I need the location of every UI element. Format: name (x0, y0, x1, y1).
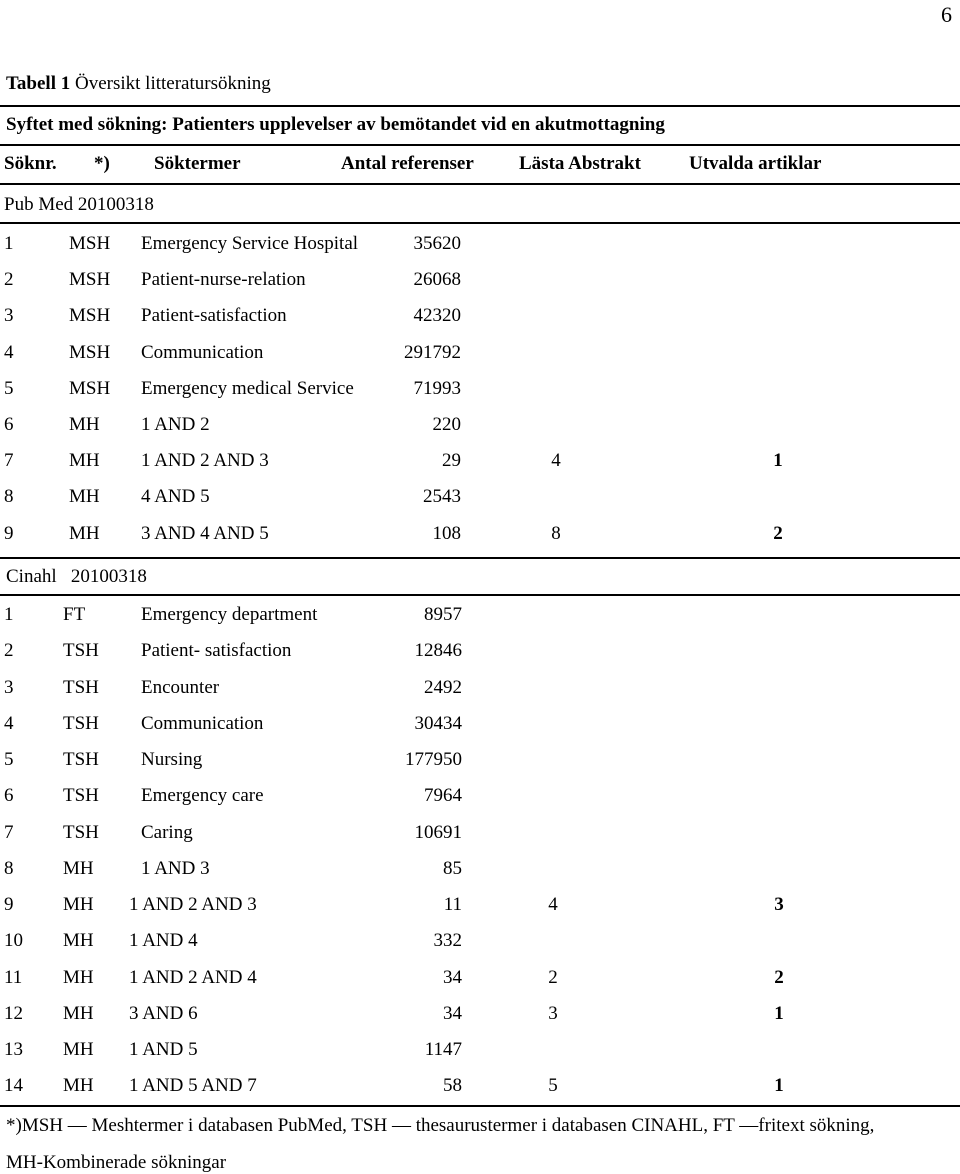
section-title-pubmed: Pub Med 20100318 (4, 194, 154, 215)
row-reference-count: 7964 (424, 785, 462, 806)
footnote-line-2: MH-Kombinerade sökningar (6, 1152, 227, 1173)
row-search-term: 4 AND 5 (141, 486, 210, 507)
row-type: TSH (63, 640, 99, 661)
row-type: MSH (69, 342, 111, 363)
row-search-term: Nursing (141, 749, 203, 770)
page-number: 6 (941, 2, 952, 27)
row-number: 11 (4, 967, 23, 988)
row-search-term: Communication (141, 342, 264, 363)
row-read-abstracts: 3 (548, 1003, 558, 1024)
row-number: 2 (4, 640, 14, 661)
table-caption (6, 74, 271, 93)
row-reference-count: 12846 (414, 640, 462, 661)
row-type: MH (63, 858, 94, 879)
row-selected-articles: 1 (773, 450, 783, 471)
row-number: 3 (4, 677, 14, 698)
row-type: MH (63, 1039, 94, 1060)
row-type: TSH (63, 822, 99, 843)
row-number: 4 (4, 342, 14, 363)
row-reference-count: 26068 (413, 269, 461, 290)
section-title-cinahl: Cinahl 20100318 (6, 566, 147, 587)
row-reference-count: 8957 (424, 604, 462, 625)
row-type: TSH (63, 713, 99, 734)
row-reference-count: 71993 (413, 378, 461, 399)
row-number: 3 (4, 305, 14, 326)
row-search-term: Emergency care (141, 785, 264, 806)
rule-section-end-pubmed (0, 557, 960, 559)
row-search-term: 1 AND 2 AND 3 (141, 450, 269, 471)
row-number: 1 (4, 233, 14, 254)
row-number: 6 (4, 785, 14, 806)
row-reference-count: 30434 (414, 713, 462, 734)
row-number: 8 (4, 858, 14, 879)
row-selected-articles: 2 (773, 523, 783, 544)
rule-section-cinahl (0, 594, 960, 596)
row-reference-count: 291792 (404, 342, 461, 363)
row-search-term: 1 AND 2 AND 3 (129, 894, 257, 915)
row-search-term: 3 AND 6 (129, 1003, 198, 1024)
row-type: MSH (69, 233, 111, 254)
search-purpose: Syftet med sökning: Patienters upplevelser av bemötandet vid en akutmottagning (6, 114, 665, 135)
row-selected-articles: 2 (774, 967, 784, 988)
row-reference-count: 2492 (424, 677, 462, 698)
table-caption-label: Tabell 1 (6, 73, 71, 94)
row-type: FT (63, 604, 86, 625)
row-reference-count: 10691 (414, 822, 462, 843)
row-number: 7 (4, 822, 14, 843)
table-caption-text: Översikt litteratursökning (75, 73, 271, 94)
header-nr: Söknr. (4, 153, 57, 174)
row-read-abstracts: 8 (551, 523, 561, 544)
row-type: TSH (63, 677, 99, 698)
row-search-term: Patient-satisfaction (141, 305, 287, 326)
row-search-term: 1 AND 2 (141, 414, 210, 435)
row-search-term: Patient-nurse-relation (141, 269, 306, 290)
row-number: 7 (4, 450, 14, 471)
row-reference-count: 42320 (413, 305, 461, 326)
row-type: MH (69, 486, 100, 507)
row-read-abstracts: 4 (548, 894, 558, 915)
row-search-term: Encounter (141, 677, 220, 698)
row-number: 10 (4, 930, 23, 951)
row-number: 4 (4, 713, 14, 734)
rule-top (0, 105, 960, 107)
row-search-term: Patient- satisfaction (141, 640, 292, 661)
row-type: MH (63, 930, 94, 951)
row-read-abstracts: 2 (548, 967, 558, 988)
row-search-term: 1 AND 5 AND 7 (129, 1075, 257, 1096)
row-search-term: Caring (141, 822, 193, 843)
row-type: MH (69, 523, 100, 544)
row-reference-count: 34 (443, 1003, 462, 1024)
row-type: MSH (69, 269, 111, 290)
row-type: MH (63, 894, 94, 915)
row-selected-articles: 1 (774, 1075, 784, 1096)
row-read-abstracts: 5 (548, 1075, 558, 1096)
row-type: MH (63, 1075, 94, 1096)
row-reference-count: 35620 (413, 233, 461, 254)
footnote-line-1: *)MSH — Meshtermer i databasen PubMed, TSH — thesaurustermer i databasen CINAHL, FT —fritext sökning, (6, 1115, 875, 1136)
rule-bottom (0, 1105, 960, 1107)
header-refs: Antal referenser (341, 153, 474, 174)
row-read-abstracts: 4 (551, 450, 561, 471)
row-reference-count: 177950 (405, 749, 462, 770)
row-reference-count: 2543 (423, 486, 461, 507)
row-reference-count: 58 (443, 1075, 462, 1096)
row-reference-count: 108 (432, 523, 461, 544)
row-number: 5 (4, 378, 14, 399)
header-selected: Utvalda artiklar (689, 153, 822, 174)
row-type: MH (69, 450, 100, 471)
row-type: MH (69, 414, 100, 435)
row-type: TSH (63, 785, 99, 806)
row-number: 13 (4, 1039, 23, 1060)
header-type: *) (94, 153, 110, 174)
row-reference-count: 332 (433, 930, 462, 951)
row-search-term: 1 AND 2 AND 4 (129, 967, 257, 988)
row-type: MSH (69, 305, 111, 326)
row-type: MH (63, 967, 94, 988)
row-search-term: Emergency Service Hospital (141, 233, 359, 254)
row-reference-count: 34 (443, 967, 462, 988)
row-reference-count: 11 (443, 894, 462, 915)
row-number: 5 (4, 749, 14, 770)
header-abstracts: Lästa Abstrakt (519, 153, 641, 174)
row-selected-articles: 3 (774, 894, 784, 915)
rule-purpose (0, 144, 960, 146)
row-search-term: Communication (141, 713, 264, 734)
row-search-term: Emergency department (141, 604, 318, 625)
row-search-term: 3 AND 4 AND 5 (141, 523, 269, 544)
row-reference-count: 85 (443, 858, 462, 879)
header-term: Söktermer (154, 153, 241, 174)
row-number: 9 (4, 523, 14, 544)
row-search-term: Emergency medical Service (141, 378, 354, 399)
row-number: 6 (4, 414, 14, 435)
row-selected-articles: 1 (774, 1003, 784, 1024)
row-type: TSH (63, 749, 99, 770)
rule-section-pubmed (0, 222, 960, 224)
row-number: 9 (4, 894, 14, 915)
row-type: MH (63, 1003, 94, 1024)
row-search-term: 1 AND 3 (141, 858, 210, 879)
row-type: MSH (69, 378, 111, 399)
row-number: 12 (4, 1003, 23, 1024)
row-search-term: 1 AND 4 (129, 930, 198, 951)
row-search-term: 1 AND 5 (129, 1039, 198, 1060)
row-reference-count: 220 (432, 414, 461, 435)
row-reference-count: 29 (442, 450, 461, 471)
row-number: 1 (4, 604, 14, 625)
row-number: 2 (4, 269, 14, 290)
row-reference-count: 1147 (424, 1039, 462, 1060)
rule-header (0, 183, 960, 185)
row-number: 8 (4, 486, 14, 507)
row-number: 14 (4, 1075, 23, 1096)
